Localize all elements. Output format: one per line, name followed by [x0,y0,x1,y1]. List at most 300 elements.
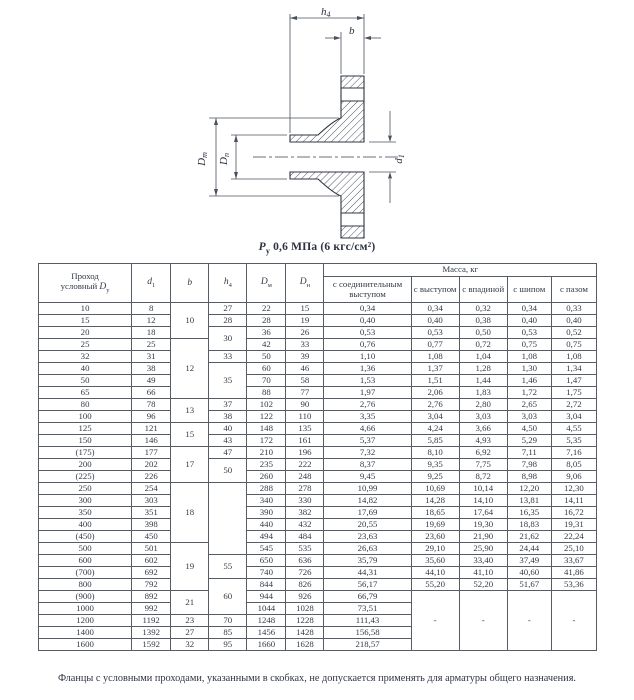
table-cell: 65 [39,387,132,399]
table-cell: 156,58 [324,627,411,639]
table-cell: 1,04 [459,351,507,363]
table-cell: 340 [247,495,286,507]
table-cell: 0,50 [459,327,507,339]
table-cell: 30 [209,327,247,351]
table-cell: 35 [209,363,247,399]
table-cell: 14,28 [411,495,459,507]
flange-section-svg [193,4,437,240]
table-cell: 1,36 [324,363,411,375]
table-cell: 21,90 [459,531,507,543]
table-cell: 40 [39,363,132,375]
table-cell: 1,51 [411,375,459,387]
table-cell: 1,08 [507,351,551,363]
table-cell: 29,10 [411,543,459,555]
table-cell: 172 [247,435,286,447]
table-cell: 18 [171,483,209,543]
table-cell: 440 [247,519,286,531]
table-row [39,363,597,375]
table-cell: 36 [247,327,286,339]
table-cell: 150 [39,435,132,447]
table-cell: 14,11 [551,495,596,507]
table-cell: 4,66 [324,423,411,435]
table-cell: 1000 [39,603,132,615]
table-cell: 58 [286,375,324,387]
label-h4: h4 [321,6,331,19]
table-cell: 1,72 [507,387,551,399]
table-cell: 3,66 [459,423,507,435]
table-cell: 110 [286,411,324,423]
table-cell: 390 [247,507,286,519]
table-cell: 9,45 [324,471,411,483]
table-cell: 1,53 [324,375,411,387]
table-cell: 56,17 [324,579,411,591]
table-cell: 44,10 [411,567,459,579]
table-cell: 235 [247,459,286,471]
table-cell: 432 [286,519,324,531]
table-cell: 22 [247,303,286,315]
table-cell: 17,69 [324,507,411,519]
table-cell: 0,40 [551,315,596,327]
table-cell: 15 [171,423,209,447]
table-cell: 0,34 [324,303,411,315]
table-cell: 17,64 [459,507,507,519]
table-cell: 88 [247,387,286,399]
table-cell: 0,77 [411,339,459,351]
col-header-mass-groove: с пазом [551,277,596,303]
table-cell: 10,99 [324,483,411,495]
table-cell: 7,11 [507,447,551,459]
table-cell: 26,63 [324,543,411,555]
table-cell: 44,31 [324,567,411,579]
table-cell: 8,05 [551,459,596,471]
table-cell: 0,33 [551,303,596,315]
table-row [39,495,597,507]
table-cell: 90 [286,399,324,411]
table-cell: 398 [132,519,171,531]
table-cell: 1660 [247,639,286,651]
table-cell: 35,79 [324,555,411,567]
table-cell: 0,76 [324,339,411,351]
table-cell: 46 [286,363,324,375]
table-cell: 650 [247,555,286,567]
table-cell: 351 [132,507,171,519]
table-cell: 125 [39,423,132,435]
table-cell: 260 [247,471,286,483]
table-cell: 992 [132,603,171,615]
bolt-band-bottom [341,213,364,226]
table-cell: 740 [247,567,286,579]
table-cell: 535 [286,543,324,555]
table-cell: 1,44 [459,375,507,387]
table-cell: 0,72 [459,339,507,351]
table-cell: 4,55 [551,423,596,435]
table-cell: 3,03 [459,411,507,423]
table-cell: (700) [39,567,132,579]
table-cell: 1192 [132,615,171,627]
table-cell: 800 [39,579,132,591]
table-cell: 12 [171,339,209,399]
table-cell: 200 [39,459,132,471]
col-header-mass-recess: с впадиной [459,277,507,303]
table-row [39,507,597,519]
col-header-pass: Проход условный $D_у$ [39,264,132,303]
table-cell: 23 [171,615,209,627]
table-row [39,435,597,447]
table-cell: 1028 [286,603,324,615]
table-cell: 12 [132,315,171,327]
table-cell: 8,37 [324,459,411,471]
table-cell: 1,37 [411,363,459,375]
table-cell: 50 [247,351,286,363]
table-cell: 8 [132,303,171,315]
table-cell: 2,65 [507,399,551,411]
table-cell: 50 [39,375,132,387]
table-cell: 77 [286,387,324,399]
table-cell: 33,40 [459,555,507,567]
table-cell: 16,72 [551,507,596,519]
col-header-h4: $h_4$ [209,264,247,303]
table-cell: 52,20 [459,579,507,591]
table-cell: 2,72 [551,399,596,411]
table-cell: 7,98 [507,459,551,471]
table-cell: 1248 [247,615,286,627]
table-cell: 0,53 [507,327,551,339]
table-cell: 0,40 [411,315,459,327]
table-cell: (175) [39,447,132,459]
table-cell: 9,35 [411,459,459,471]
table-cell: 4,50 [507,423,551,435]
table-cell: 23,63 [324,531,411,543]
table-cell: 42 [247,339,286,351]
table-row [39,351,597,363]
table-cell: 202 [132,459,171,471]
table-cell: 177 [132,447,171,459]
table-cell: 1,46 [507,375,551,387]
table-cell: 21 [171,591,209,615]
table-cell: 1392 [132,627,171,639]
table-cell: 35,60 [411,555,459,567]
table-cell: 37,49 [507,555,551,567]
table-cell: 0,53 [411,327,459,339]
table-row [39,447,597,459]
table-cell: 1,08 [551,351,596,363]
table-cell: 254 [132,483,171,495]
table-cell: 1628 [286,639,324,651]
label-b: b [349,25,355,37]
table-row [39,411,597,423]
table-cell: 3,03 [507,411,551,423]
table-cell: 25,10 [551,543,596,555]
table-cell: 15 [39,315,132,327]
table-cell: 26 [286,327,324,339]
col-header-dm: $D_м$ [247,264,286,303]
table-cell: 600 [39,555,132,567]
table-cell: 222 [286,459,324,471]
table-cell: 27 [171,627,209,639]
table-cell: 55 [209,555,247,579]
table-cell: 602 [132,555,171,567]
table-cell: 1,08 [411,351,459,363]
table-cell: 12,30 [551,483,596,495]
table-cell: 944 [247,591,286,603]
table-cell: 33,67 [551,555,596,567]
table-cell: 288 [247,483,286,495]
table-cell: 38 [132,363,171,375]
table-cell: 12,20 [507,483,551,495]
hub-lower [290,172,364,213]
col-header-mass-raised: с выступом [411,277,459,303]
flange-rim-top [341,76,364,88]
table-row [39,555,597,567]
table-cell: 161 [286,435,324,447]
table-cell: 494 [247,531,286,543]
table-cell: 218,57 [324,639,411,651]
table-cell: 500 [39,543,132,555]
table-cell: 13,81 [507,495,551,507]
table-cell: 50 [209,459,247,483]
flange-drawing [193,4,437,240]
table-cell: 49 [132,375,171,387]
table-row [39,315,597,327]
table-row [39,375,597,387]
table-cell: 0,75 [507,339,551,351]
table-cell: 18,65 [411,507,459,519]
table-cell: 484 [286,531,324,543]
table-cell: (225) [39,471,132,483]
table-cell: 4,24 [411,423,459,435]
dimension-arrows [214,16,392,196]
table-cell: 300 [39,495,132,507]
table-cell: 20,55 [324,519,411,531]
table-cell: 135 [286,423,324,435]
table-cell: 278 [286,483,324,495]
table-body [39,303,597,651]
table-cell: 146 [132,435,171,447]
pressure-title: $P_у$ 0,6 МПа (6 кгс/см²) [258,241,376,256]
table-cell: 100 [39,411,132,423]
table-cell: 32 [171,639,209,651]
table-cell: 8,98 [507,471,551,483]
table-cell: 1,47 [551,375,596,387]
table-cell: 0,40 [324,315,411,327]
table-cell: 248 [286,471,324,483]
table-cell: 226 [132,471,171,483]
table-header-row-1 [39,264,597,277]
table-cell: 60 [209,579,247,615]
table-cell: 250 [39,483,132,495]
table-cell: 19 [171,543,209,591]
col-header-d1: $d_1$ [132,264,171,303]
table-cell: 5,85 [411,435,459,447]
table-cell: 73,51 [324,603,411,615]
table-cell: 0,34 [411,303,459,315]
table-cell [209,483,247,555]
table-cell: 0,52 [551,327,596,339]
table-cell: 1,83 [459,387,507,399]
table-cell: 9,25 [411,471,459,483]
table-cell: 80 [39,399,132,411]
table-row [39,579,597,591]
table-cell: 40 [209,423,247,435]
table-cell: 70 [209,615,247,627]
table-cell: 0,53 [324,327,411,339]
table-cell: 19,69 [411,519,459,531]
table-cell: 21,62 [507,531,551,543]
table-cell: 1228 [286,615,324,627]
table-cell: 0,32 [459,303,507,315]
hub-upper [290,101,364,142]
table-row [39,567,597,579]
table-cell: 37 [209,399,247,411]
table-cell: 726 [286,567,324,579]
table-cell: 1592 [132,639,171,651]
table-cell: 3,35 [324,411,411,423]
flange-rim-bottom [341,226,364,238]
table-row [39,519,597,531]
table-cell: 1456 [247,627,286,639]
label-dn: Dn [218,153,231,165]
table-cell: 38 [209,411,247,423]
table-cell: 792 [132,579,171,591]
table-cell: 22,24 [551,531,596,543]
table-cell: 66,79 [324,591,411,603]
table-cell: 10 [171,303,209,339]
table-cell: 41,10 [459,567,507,579]
footnote: Фланцы с условными проходами, указанными в скобках, не допускается применять для арматуры общего назначения. [57,673,577,684]
table-cell: 53,36 [551,579,596,591]
table-cell: 28 [209,315,247,327]
col-header-dn: $D_н$ [286,264,324,303]
table-cell: 122 [247,411,286,423]
table-cell: 20 [39,327,132,339]
table-cell: 1,75 [551,387,596,399]
table-cell: - [507,591,551,651]
table-cell: 70 [247,375,286,387]
table-cell: 1,34 [551,363,596,375]
table-cell: 450 [132,531,171,543]
table-cell: - [411,591,459,651]
table-cell: 1,10 [324,351,411,363]
table-cell: 148 [247,423,286,435]
table-cell: 39 [286,351,324,363]
table-cell: 33 [286,339,324,351]
table-cell: 95 [209,639,247,651]
flange-dimensions-table [38,263,597,651]
table-row [39,423,597,435]
table-cell: 2,06 [411,387,459,399]
table-cell: 1044 [247,603,286,615]
table-cell: 40,60 [507,567,551,579]
table-cell: 0,40 [507,315,551,327]
table-row [39,399,597,411]
table-cell: 382 [286,507,324,519]
table-cell: 1,28 [459,363,507,375]
table-cell: 3,04 [551,411,596,423]
table-cell: 18,83 [507,519,551,531]
table-cell: 14,82 [324,495,411,507]
table-cell: 10 [39,303,132,315]
label-d1: d1 [393,154,406,164]
table-cell: 892 [132,591,171,603]
table-cell: 96 [132,411,171,423]
table-cell: 826 [286,579,324,591]
table-row [39,339,597,351]
table-row [39,531,597,543]
table-cell: 0,75 [551,339,596,351]
table-cell: 2,80 [459,399,507,411]
table-cell: 692 [132,567,171,579]
table-cell: 6,92 [459,447,507,459]
table-row [39,591,597,603]
table-cell: 5,29 [507,435,551,447]
table-row [39,303,597,315]
table-cell: 1,97 [324,387,411,399]
table-cell: 18 [132,327,171,339]
table-cell: 1428 [286,627,324,639]
table-cell: 25,90 [459,543,507,555]
table-cell: 33 [209,351,247,363]
table-row [39,543,597,555]
table-cell: 2,76 [324,399,411,411]
table-cell: 19,31 [551,519,596,531]
table-cell: 28 [247,315,286,327]
table-cell: 400 [39,519,132,531]
table-cell: (450) [39,531,132,543]
table-row [39,471,597,483]
table-cell: 32 [39,351,132,363]
bolt-band-top [341,88,364,101]
table-cell: 14,10 [459,495,507,507]
table-cell: 210 [247,447,286,459]
table-cell: 7,16 [551,447,596,459]
table-cell: 1600 [39,639,132,651]
table-cell: 303 [132,495,171,507]
table-cell: 25 [39,339,132,351]
table-cell: 636 [286,555,324,567]
table-cell: 121 [132,423,171,435]
table-cell: 926 [286,591,324,603]
table-cell: 47 [209,447,247,459]
table-cell: 2,76 [411,399,459,411]
table-cell: (900) [39,591,132,603]
table-row [39,327,597,339]
table-cell: 25 [132,339,171,351]
table-cell: 60 [247,363,286,375]
table-cell: 10,69 [411,483,459,495]
table-cell: 545 [247,543,286,555]
table-cell: 13 [171,399,209,423]
table-cell: 3,04 [411,411,459,423]
col-header-mass-joint: с соединительным выступом [324,277,411,303]
table-row [39,387,597,399]
table-cell: 43 [209,435,247,447]
table-cell: 1,30 [507,363,551,375]
table-cell: 844 [247,579,286,591]
table-cell: 51,67 [507,579,551,591]
table-cell: 23,60 [411,531,459,543]
table-cell: 17 [171,447,209,483]
table-cell: 31 [132,351,171,363]
table-cell: 55,20 [411,579,459,591]
table-cell: 4,93 [459,435,507,447]
table-cell: 7,32 [324,447,411,459]
table-row [39,483,597,495]
table-cell: 5,37 [324,435,411,447]
col-header-mass: Масса, кг [324,264,597,277]
table-cell: - [551,591,596,651]
table-cell: 19,30 [459,519,507,531]
table-row [39,459,597,471]
